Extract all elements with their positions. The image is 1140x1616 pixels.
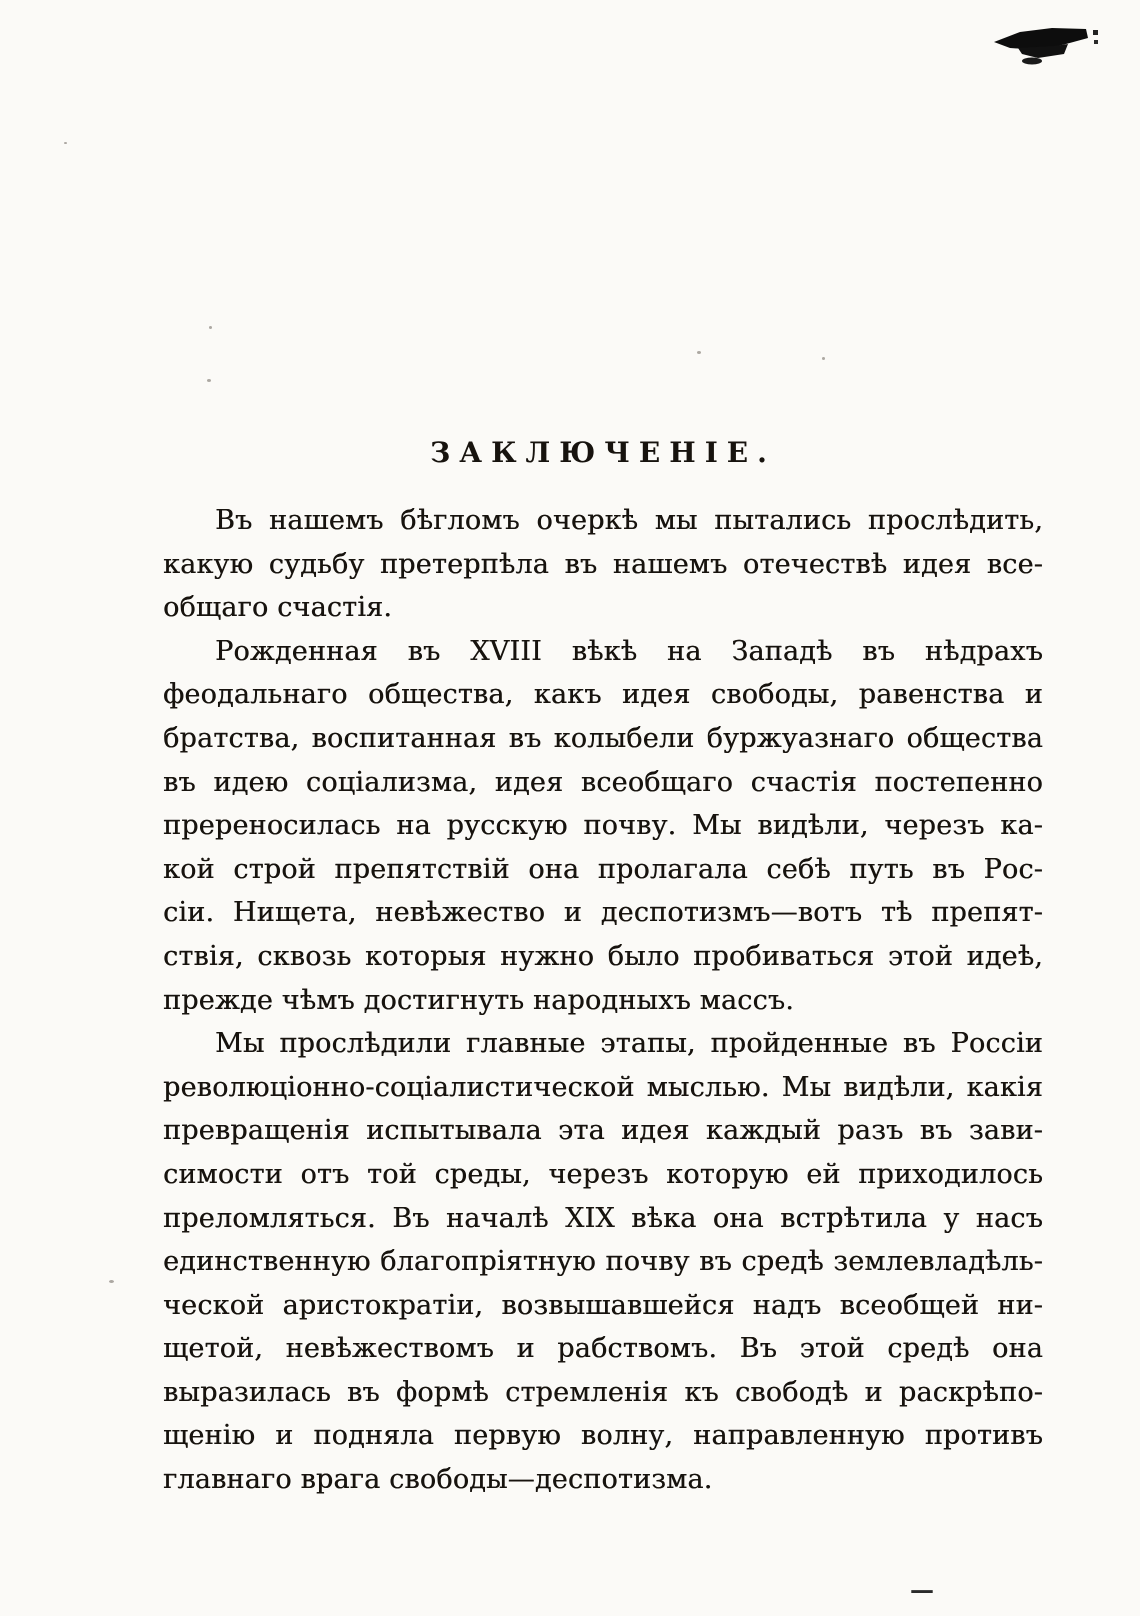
- text-line: Рожденная въ XVIII вѣкѣ на Западѣ въ нѣдрахъ: [215, 635, 1043, 667]
- text-line: ствія, сквозь которыя нужно было пробиваться этой идеѣ,: [163, 940, 1043, 972]
- text-line: единственную благопріятную почву въ средѣ землевладѣль-: [163, 1246, 1043, 1278]
- text-line: какую судьбу претерпѣла въ нашемъ отечествѣ идея все-: [163, 548, 1043, 580]
- chapter-title: ЗАКЛЮЧЕНІЕ.: [430, 436, 776, 469]
- text-line: Мы прослѣдили главные этапы, пройденные въ Россіи: [215, 1028, 1043, 1060]
- text-line: преломляться. Въ началѣ XIX вѣка она встрѣтила у насъ: [163, 1202, 1043, 1234]
- text-line: щетой, невѣжествомъ и рабствомъ. Въ этой средѣ она: [163, 1333, 1043, 1365]
- bottom-dash-artifact: —: [910, 1575, 934, 1604]
- text-line: сіи. Нищета, невѣжество и деспотизмъ—вотъ тѣ препят-: [163, 897, 1043, 929]
- ink-blot-artifact: [994, 24, 1102, 72]
- scan-speck: [822, 357, 825, 360]
- text-line: кой строй препятствій она пролагала себѣ путь въ Рос-: [163, 853, 1043, 885]
- text-line: Въ нашемъ бѣгломъ очеркѣ мы пытались прослѣдить,: [215, 505, 1043, 536]
- text-line: симости отъ той среды, черезъ которую ей приходилось: [163, 1158, 1043, 1190]
- text-line: главнаго врага свободы—деспотизма.: [163, 1464, 713, 1496]
- scan-speck: [207, 379, 211, 382]
- text-line: пререносилась на русскую почву. Мы видѣли, черезъ ка-: [163, 810, 1043, 842]
- text-line: революціонно-соціалистической мыслью. Мы видѣли, какія: [163, 1071, 1043, 1103]
- text-line: ческой аристократіи, возвышавшейся надъ всеобщей ни-: [163, 1289, 1043, 1321]
- text-line: общаго счастія.: [163, 592, 393, 624]
- text-line: прежде чѣмъ достигнуть народныхъ массъ.: [163, 984, 794, 1016]
- text-line: выразилась въ формѣ стремленія къ свободѣ и раскрѣпо-: [163, 1376, 1043, 1408]
- paragraph: [163, 630, 1043, 1022]
- text-line: феодальнаго общества, какъ идея свободы, равенства и: [163, 679, 1043, 711]
- text-line: братства, воспитанная въ колыбели буржуазнаго общества: [163, 722, 1043, 754]
- text-block: [163, 499, 1043, 1502]
- text-line: въ идею соціализма, идея всеобщаго счастія постепенно: [163, 766, 1043, 798]
- paragraph: [163, 1022, 1043, 1502]
- scan-speck: [209, 326, 212, 329]
- scan-speck: [697, 351, 701, 354]
- paragraph: [163, 499, 1043, 630]
- scan-speck: [64, 142, 67, 144]
- scan-speck: [109, 1280, 114, 1283]
- text-line: превращенія испытывала эта идея каждый разъ въ зави-: [163, 1115, 1043, 1147]
- text-line: щенію и подняла первую волну, направленную противъ: [163, 1420, 1043, 1452]
